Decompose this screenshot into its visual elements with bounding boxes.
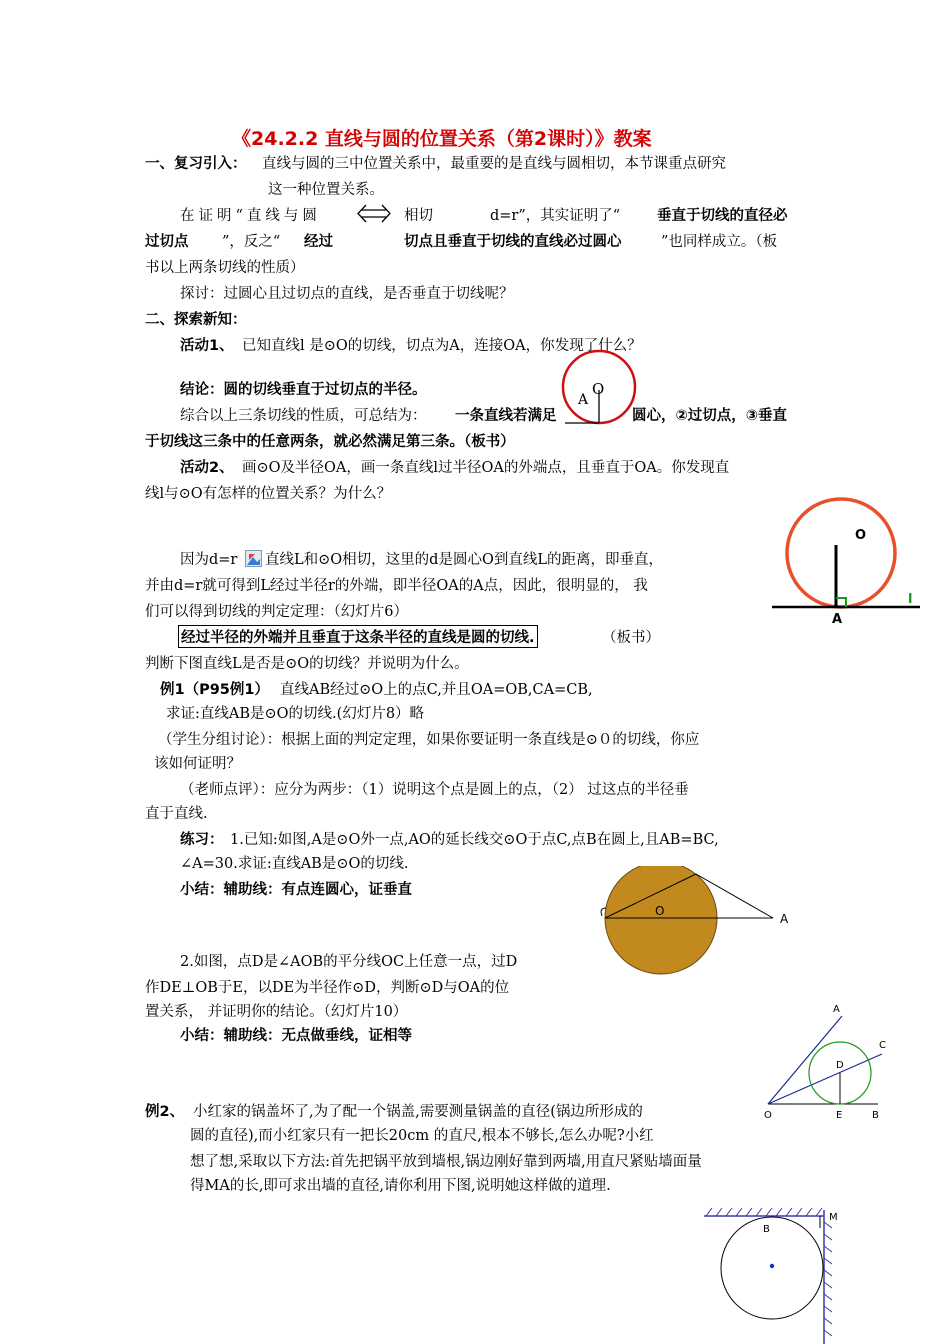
discussion-1: （学生分组讨论）：根据上面的判定定理，如果你要证明一条直线是⊙０的切线，你应 — [158, 732, 700, 748]
summary-b: 一条直线若满足 — [455, 408, 557, 424]
s1-p2a: 在证明“直线与圆 — [180, 208, 321, 224]
summary-1: 小结：辅助线：有点连圆心，证垂直 — [180, 882, 412, 898]
because-2: 直线L和⊙O相切，这里的d是圆心O到直线L的距离，即垂直， — [265, 552, 663, 568]
s1-p3d: 切点且垂直于切线的直线必过圆心 — [404, 234, 622, 250]
fig4-label-e: E — [836, 1110, 843, 1121]
fig1-label-o: O — [592, 380, 605, 398]
figure-5-pot-lid — [700, 1206, 840, 1344]
s1-p3c: 经过 — [304, 234, 333, 250]
fig4-label-b: B — [872, 1110, 879, 1121]
figure-2-tangent — [770, 497, 930, 627]
s1-p3e: ”也同样成立。（板 — [661, 234, 778, 250]
section-1-heading: 一、复习引入： — [145, 156, 247, 172]
s1-p3b: ”，反之“ — [222, 234, 281, 250]
question-2a: 2.如图，点D是∠AOB的平分线OC上任意一点，过D — [180, 954, 518, 970]
practice-label: 练习： — [180, 832, 224, 848]
theorem-tail: （板书） — [602, 630, 660, 646]
tangent-theorem: 经过半径的外端并且垂直于这条半径的直线是圆的切线. — [178, 625, 538, 648]
summary-2: 小结：辅助线：无点做垂线，证相等 — [180, 1028, 412, 1044]
figure-4-bisector — [760, 1002, 900, 1112]
conclusion: 结论：圆的切线垂直于过切点的半径。 — [180, 382, 427, 398]
fig4-label-o: O — [764, 1110, 772, 1121]
s1-line1: 直线与圆的三中位置关系中，最重要的是直线与圆相切，本节课重点研究 — [262, 156, 726, 172]
fig2-label-o: O — [855, 528, 867, 543]
example-1-text: 直线AB经过⊙O上的点C,并且OA=OB,CA=CB, — [280, 682, 593, 698]
example-1-label: 例1（P95例1） — [160, 682, 269, 698]
activity-2-text2: 线l与⊙O有怎样的位置关系？为什么？ — [145, 486, 392, 502]
judge-question: 判断下图直线L是否是⊙O的切线？并说明为什么。 — [145, 656, 469, 672]
example-2-line4: 得MA的长,即可求出墙的直径,请你利用下图,说明她这样做的道理. — [190, 1178, 611, 1194]
discussion-2: 该如何证明？ — [154, 756, 241, 772]
fig5-label-b: B — [763, 1224, 770, 1235]
example-2-line2: 圆的直径),而小红家只有一把长20cm 的直尺,根本不够长,怎么办呢?小红 — [190, 1128, 654, 1144]
s1-p2c: d=r”，其实证明了“ — [490, 208, 621, 224]
question-2c: 置关系， 并证明你的结论。（幻灯片10） — [145, 1004, 408, 1020]
because-1: 因为d=r — [180, 552, 238, 568]
activity-2-label: 活动2、 — [180, 460, 234, 476]
figure-3-disk — [588, 866, 793, 981]
practice-1: 1.已知:如图,A是⊙O外一点,AO的延长线交⊙O于点C,点B在圆上,且AB=BC, — [230, 832, 719, 848]
fig3-label-a: A — [780, 912, 789, 926]
page-title: 《24.2.2 直线与圆的位置关系（第2课时）》教案 — [232, 128, 652, 150]
example-2-line3: 想了想,采取以下方法:首先把锅平放到墙根,锅边刚好靠到两墙,用直尺紧贴墙面量 — [190, 1154, 702, 1170]
s1-line2: 这一种位置关系。 — [268, 182, 384, 198]
fig4-label-d: D — [836, 1060, 844, 1071]
because-4: 们可以得到切线的判定定理：（幻灯片6） — [145, 604, 408, 620]
s1-p2b: 相切 — [404, 208, 433, 224]
s1-p3a: 过切点 — [145, 234, 189, 250]
s1-p4: 书以上两条切线的性质） — [145, 260, 305, 276]
s1-p5: 探讨：过圆心且过切点的直线，是否垂直于切线呢？ — [180, 286, 514, 302]
activity-1-text: 已知直线l 是⊙O的切线，切点为A，连接OA，你发现了什么？ — [242, 338, 642, 354]
question-2b: 作DE⊥OB于E，以DE为半径作⊙D，判断⊙D与OA的位 — [145, 980, 510, 996]
example-2-label: 例2、 — [145, 1104, 185, 1120]
example-1-prove: 求证:直线AB是⊙O的切线.(幻灯片8）略 — [166, 706, 425, 722]
summary-text: 综合以上三条切线的性质，可总结为： — [180, 408, 427, 424]
double-arrow-icon — [356, 203, 392, 225]
summary-c: 圆心，②过切点，③垂直 — [632, 408, 788, 424]
example-2-line1: 小红家的锅盖坏了,为了配一个锅盖,需要测量锅盖的直径(锅边所形成的 — [193, 1104, 643, 1120]
fig4-label-a: A — [833, 1004, 840, 1015]
fig1-label-a: A — [578, 392, 589, 408]
fig4-label-c: C — [879, 1040, 886, 1051]
activity-2-text: 画⊙O及半径OA，画一条直线l过半径OA的外端点，且垂直于OA。你发现直 — [242, 460, 730, 476]
teacher-comment-1: （老师点评）：应分为两步：（1）说明这个点是圆上的点，（2） 过这点的半径垂 — [180, 782, 689, 798]
fig2-label-l: l — [908, 592, 913, 607]
teacher-comment-2: 直于直线. — [145, 806, 208, 822]
s1-p2d: 垂直于切线的直径必 — [657, 208, 788, 224]
broken-image-icon — [245, 550, 263, 568]
section-2-heading: 二、探索新知： — [145, 312, 247, 328]
fig2-label-a: A — [832, 612, 843, 627]
summary-d: 于切线这三条中的任意两条，就必然满足第三条。（板书） — [145, 434, 515, 450]
practice-2: ∠A=30.求证:直线AB是⊙O的切线. — [180, 856, 409, 872]
because-3: 并由d=r就可得到L经过半径r的外端，即半径OA的A点，因此，很明显的， 我 — [145, 578, 648, 594]
fig3-label-o: O — [655, 904, 665, 918]
fig5-label-m: M — [829, 1212, 838, 1223]
activity-1-label: 活动1、 — [180, 338, 234, 354]
